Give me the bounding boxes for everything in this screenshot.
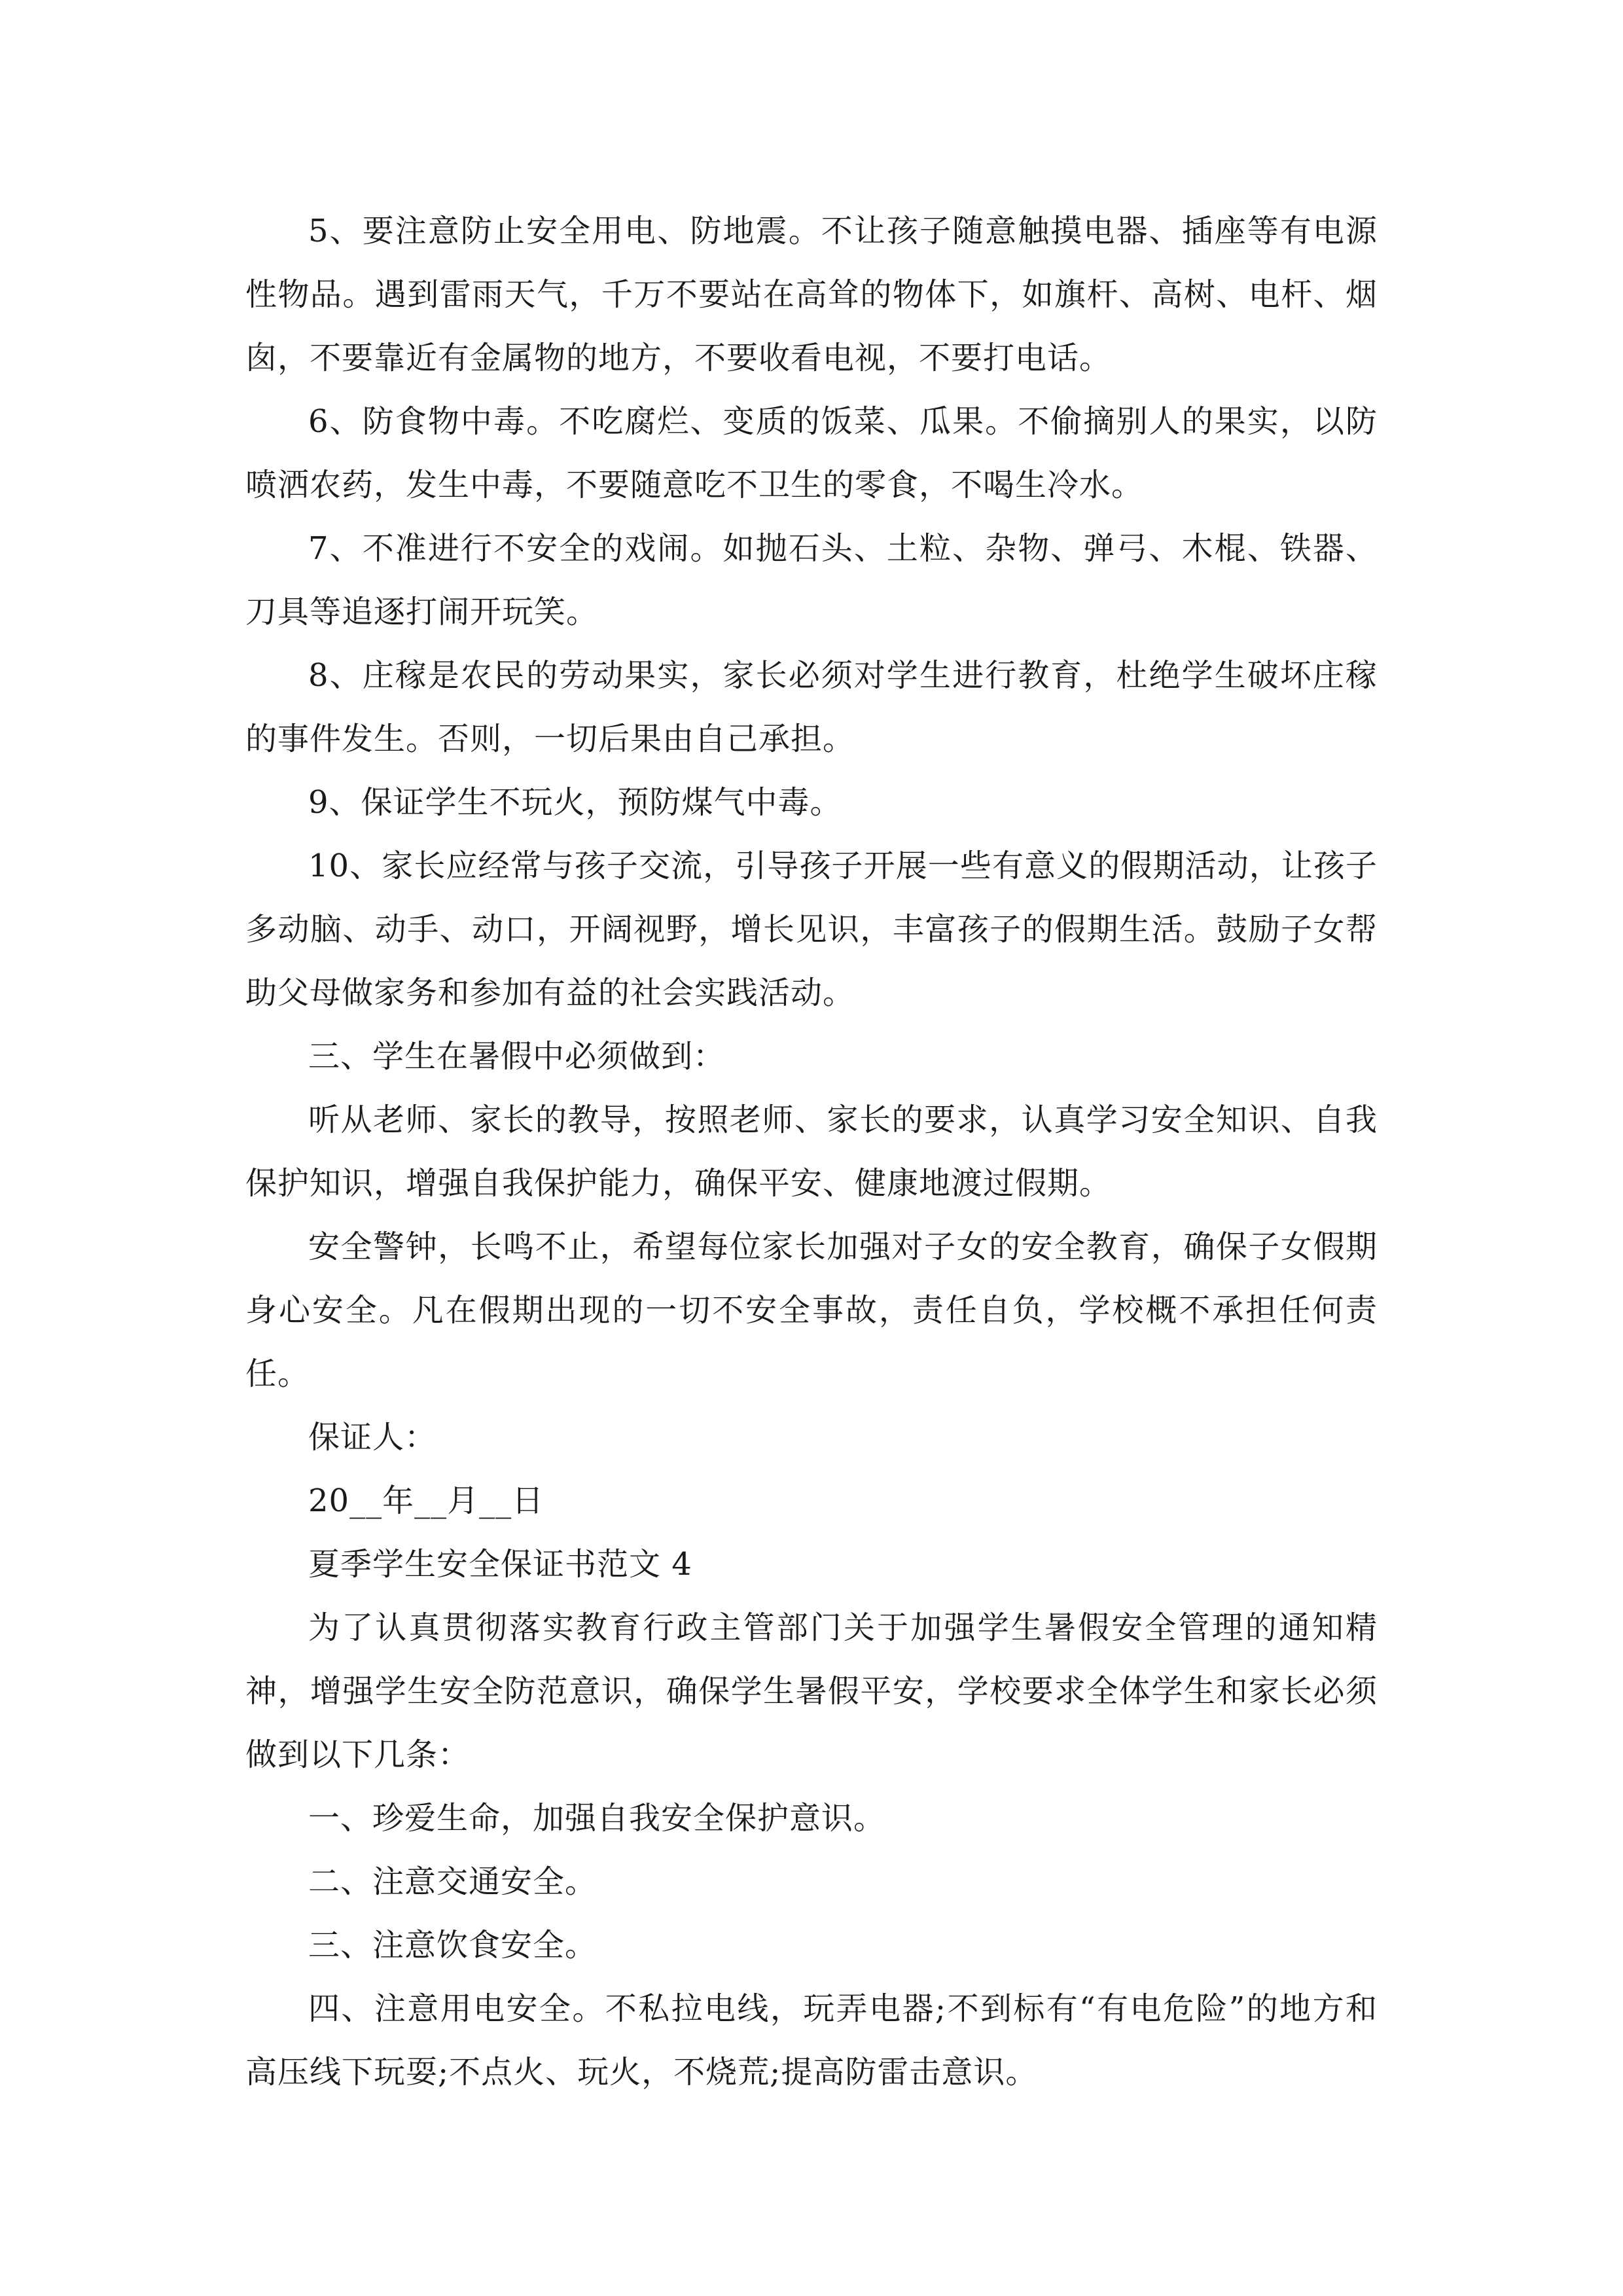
section-heading-student-duties: 三、学生在暑假中必须做到： — [308, 1038, 726, 1075]
paragraph-item-7: 7、不准进行不安全的戏闹。如抛石头、土粒、杂物、弹弓、木棍、铁器、刀具等追逐打闹开玩笑。 — [245, 530, 1378, 630]
paragraph-item-5: 5、要注意防止安全用电、防地震。不让孩子随意触摸电器、插座等有电源性物品。遇到雷雨天气，千万不要站在高耸的物体下，如旗杆、高树、电杆、烟囱，不要靠近有金属物的地方，不要收看电视，不要打电话。 — [245, 213, 1378, 376]
guarantor-label: 保证人： — [308, 1419, 437, 1456]
paragraph-item-four: 四、注意用电安全。不私拉电线，玩弄电器;不到标有“有电危险”的地方和高压线下玩耍;不点火、玩火，不烧荒;提高防雷击意识。 — [245, 1990, 1378, 2090]
section-title-sample-4: 夏季学生安全保证书范文 4 — [308, 1546, 692, 1583]
document-page — [245, 200, 1378, 2104]
paragraph-safety-alarm: 安全警钟，长鸣不止，希望每位家长加强对子女的安全教育，确保子女假期身心安全。凡在假期出现的一切不安全事故，责任自负，学校概不承担任何责任。 — [245, 1229, 1378, 1392]
paragraph-item-10: 10、家长应经常与孩子交流，引导孩子开展一些有意义的假期活动，让孩子多动脑、动手、动口，开阔视野，增长见识，丰富孩子的假期生活。鼓励子女帮助父母做家务和参加有益的社会实践活动。 — [245, 848, 1378, 1011]
paragraph-item-8: 8、庄稼是农民的劳动果实，家长必须对学生进行教育，杜绝学生破坏庄稼的事件发生。否则，一切后果由自己承担。 — [245, 657, 1378, 757]
paragraph-item-6: 6、防食物中毒。不吃腐烂、变质的饭菜、瓜果。不偷摘别人的果实，以防喷洒农药，发生中毒，不要随意吃不卫生的零食，不喝生冷水。 — [245, 403, 1378, 503]
date-line: 20__年__月__日 — [308, 1482, 544, 1519]
paragraph-item-two: 二、注意交通安全。 — [308, 1863, 597, 1900]
paragraph-item-three: 三、注意饮食安全。 — [308, 1927, 597, 1964]
paragraph-obey-teachers: 听从老师、家长的教导，按照老师、家长的要求，认真学习安全知识、自我保护知识，增强自我保护能力，确保平安、健康地渡过假期。 — [245, 1102, 1378, 1202]
paragraph-item-one: 一、珍爱生命，加强自我安全保护意识。 — [308, 1800, 886, 1837]
paragraph-item-9: 9、保证学生不玩火，预防煤气中毒。 — [308, 784, 842, 821]
paragraph-intro-sample-4: 为了认真贯彻落实教育行政主管部门关于加强学生暑假安全管理的通知精神，增强学生安全防范意识，确保学生暑假平安，学校要求全体学生和家长必须做到以下几条： — [245, 1609, 1378, 1773]
